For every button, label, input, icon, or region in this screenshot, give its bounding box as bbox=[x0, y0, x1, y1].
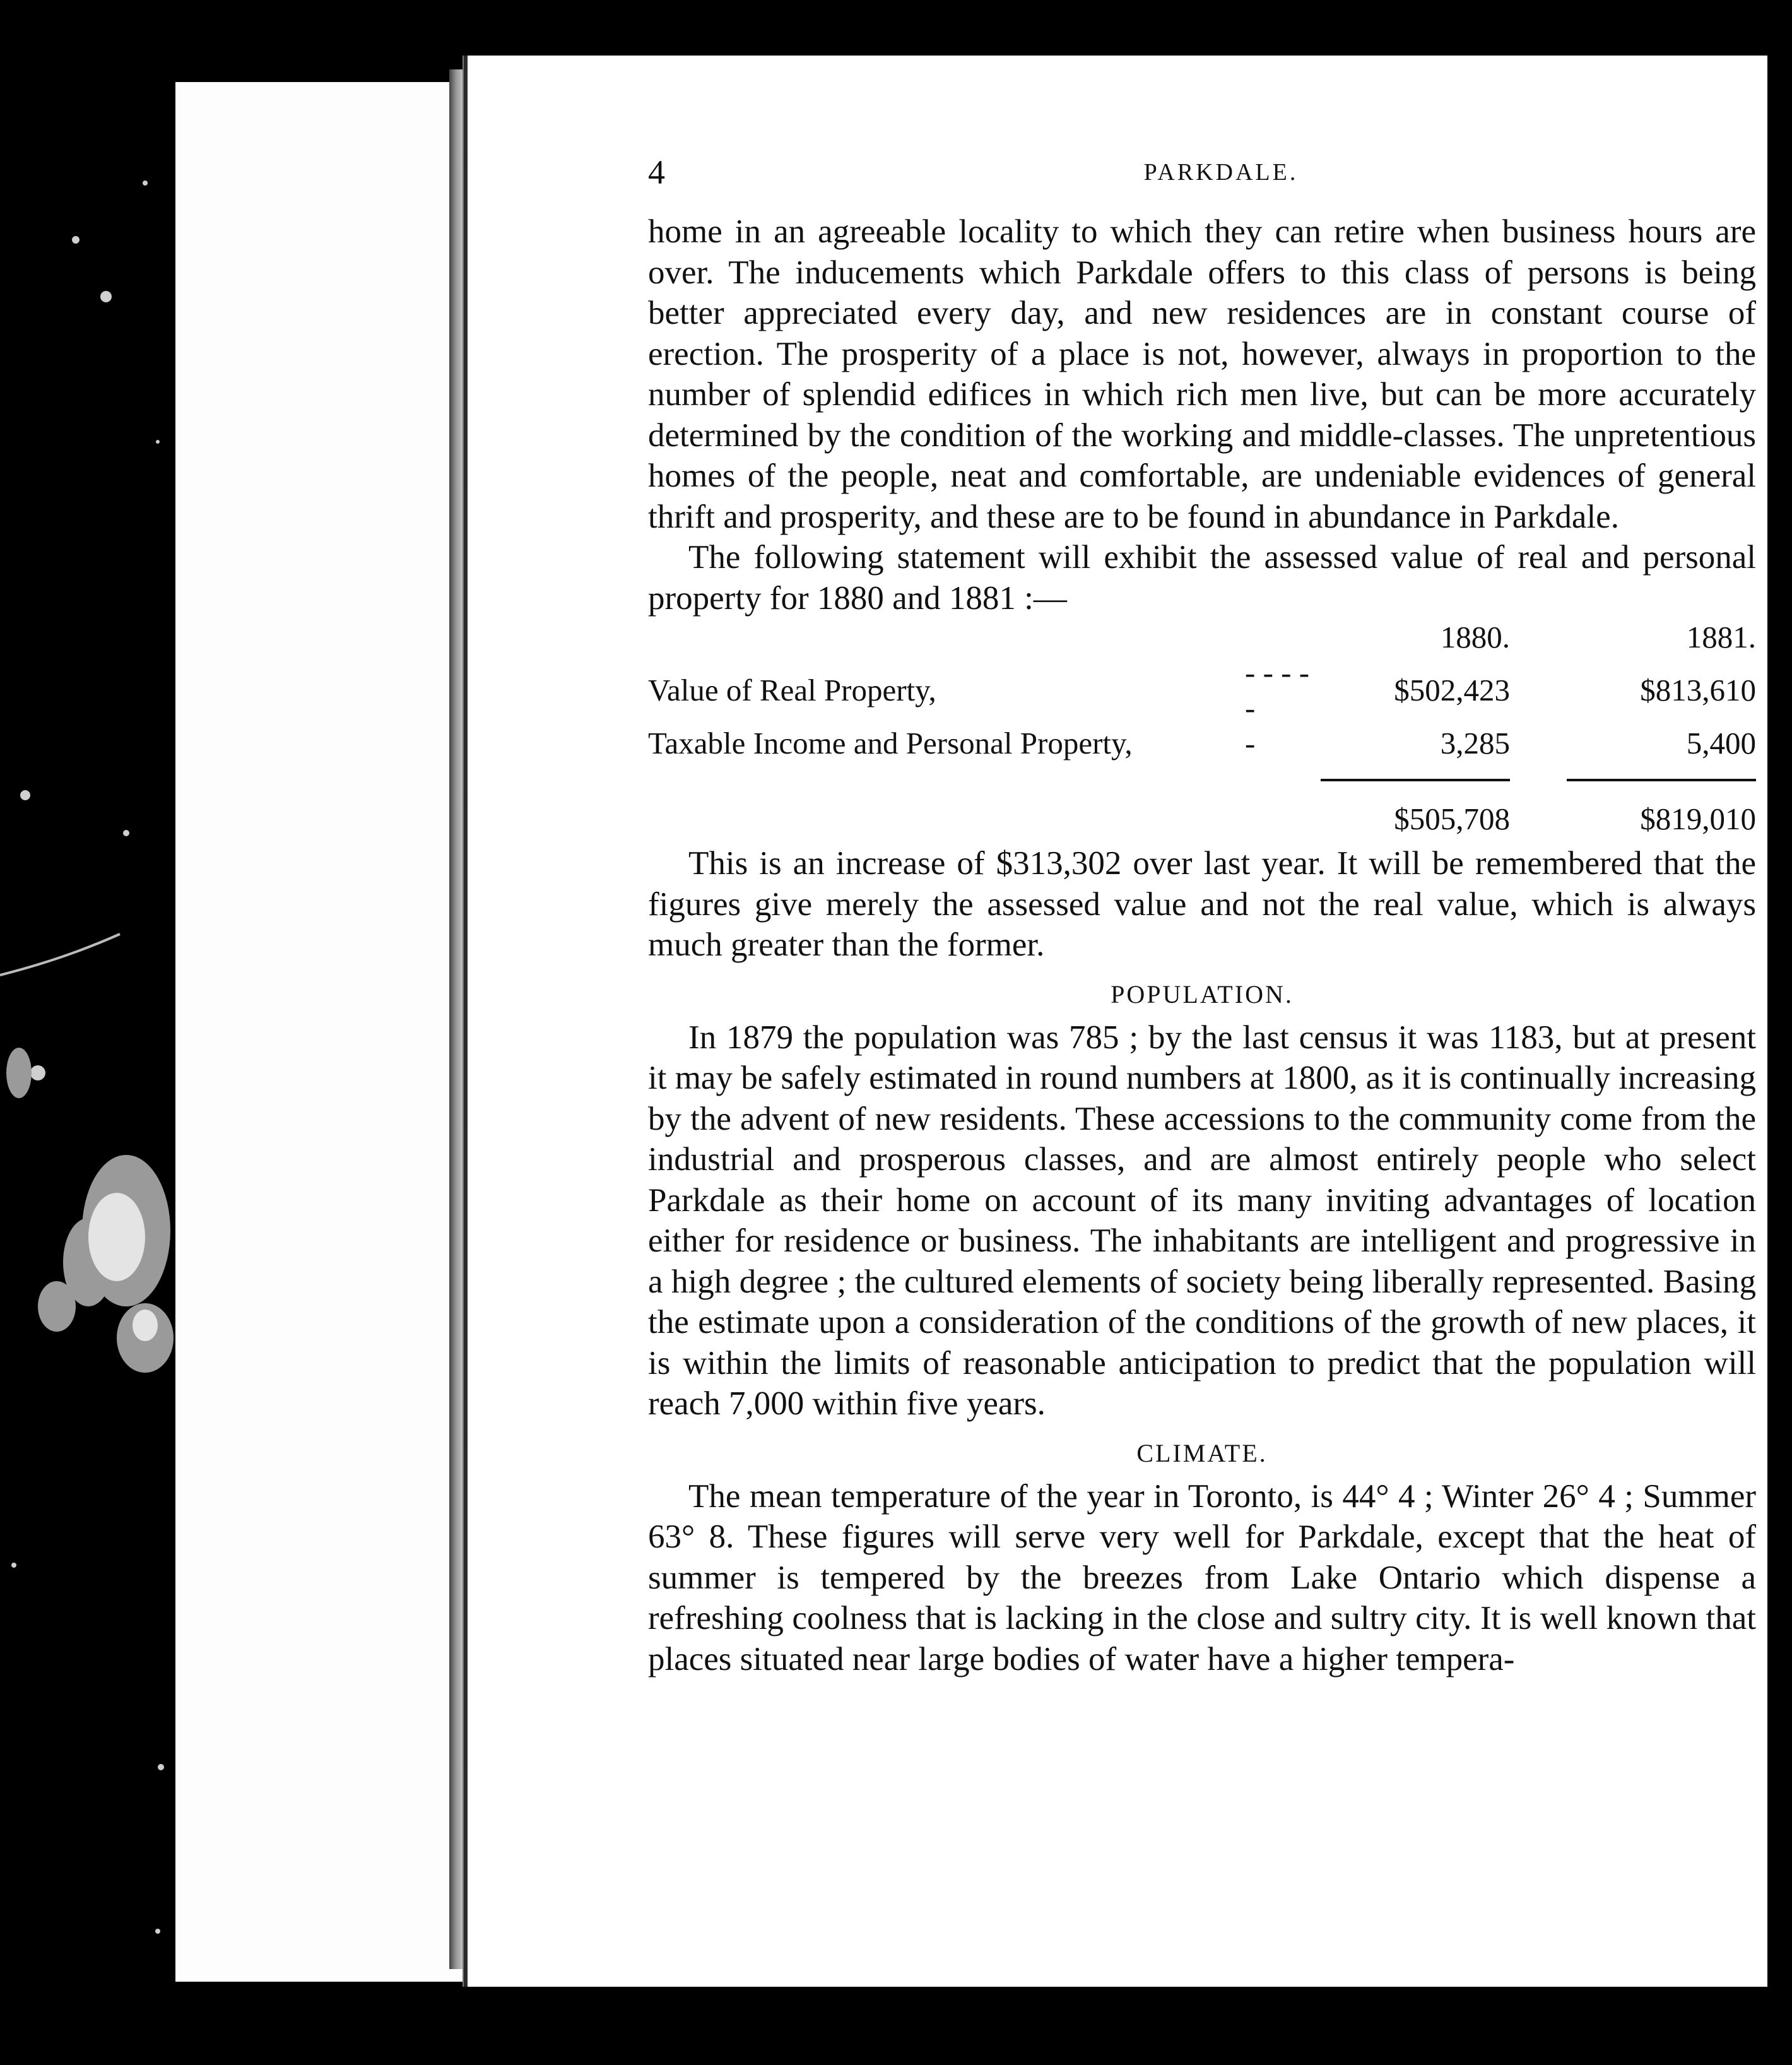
value-1880: $502,423 bbox=[1394, 673, 1510, 707]
sum-rule-row bbox=[648, 761, 1756, 784]
paragraph: This is an increase of $313,302 over last year. It will be remembered that the figures give merely the assessed value and not the real value, which is always much greater than the former. bbox=[648, 845, 1756, 963]
row-label: Taxable Income and Personal Property, bbox=[648, 726, 1133, 760]
running-title: PARKDALE. bbox=[1143, 159, 1299, 186]
paragraph: The mean temperature of the year in Toronto, is 44° 4 ; Winter 26° 4 ; Summer 63° 8. These figures will serve very well for Parkdale, except that the heat of summer is tempered by the breezes from Lake Ontario which dispense a refreshing coolness that is lacking in the close and sultry city. It is well known that places situated near large bodies of water have a higher tempera- bbox=[648, 1477, 1756, 1677]
sum-rule-1881 bbox=[1567, 764, 1756, 781]
assessed-value-table bbox=[648, 620, 1756, 837]
paragraph: In 1879 the population was 785 ; by the last census it was 1183, but at present it may be safely estimated in round numbers at 1800, as it is continually increasing by the advent of new residents. These accessions to the community come from the industrial and prosperous classes, and are almost entirely people who select Parkdale as their home on account of its many inviting advantages of location either for residence or business. The inhabitants are intelligent and progressive in a high degree ; the cultured elements of society being liberally represented. Basing the estimate upon a consideration of the conditions of the growth of new places, it is within the limits of reasonable anticipation to predict that the population will reach 7,000 within five years. bbox=[648, 1019, 1756, 1422]
total-row bbox=[648, 784, 1756, 837]
section-heading-population: POPULATION. bbox=[1111, 979, 1294, 1009]
total-1881: $819,010 bbox=[1640, 802, 1756, 836]
value-1880: 3,285 bbox=[1440, 726, 1510, 760]
table-row bbox=[648, 655, 1756, 726]
column-header-1881: 1881. bbox=[1686, 620, 1756, 654]
scan-background-noise bbox=[0, 0, 177, 2065]
row-leader: - - - - - bbox=[1245, 655, 1310, 725]
underlying-page bbox=[175, 82, 491, 1982]
row-leader: - bbox=[1245, 726, 1256, 760]
paragraph: The following statement will exhibit the assessed value of real and personal property for 1880 and 1881 :— bbox=[648, 539, 1756, 617]
sum-rule-1880 bbox=[1321, 764, 1510, 781]
page-number: 4 bbox=[648, 153, 665, 191]
row-label: Value of Real Property, bbox=[648, 673, 936, 707]
paragraph: home in an agreeable locality to which they can retire when business hours are over. The inducements which Parkdale offers to this class of persons is being better appreciated every day, and new residences are in constant course of erection. The prosperity of a place is not, however, always in proportion to the number of splendid edifices in which rich men live, but can be more accurately determined by the condition of the working and middle-classes. The unpretentious homes of the people, neat and comfortable, are undeniable evidences of general thrift and prosperity, and these are to be found in abundance in Parkdale. bbox=[648, 213, 1756, 535]
table-header-row bbox=[648, 620, 1756, 655]
table-row bbox=[648, 726, 1756, 761]
column-header-1880: 1880. bbox=[1440, 620, 1510, 654]
page-body bbox=[648, 211, 1756, 1679]
section-heading-climate: CLIMATE. bbox=[1136, 1438, 1268, 1467]
total-1880: $505,708 bbox=[1394, 802, 1510, 836]
running-head bbox=[648, 150, 1756, 194]
value-1881: $813,610 bbox=[1640, 673, 1756, 707]
value-1881: 5,400 bbox=[1686, 726, 1756, 760]
